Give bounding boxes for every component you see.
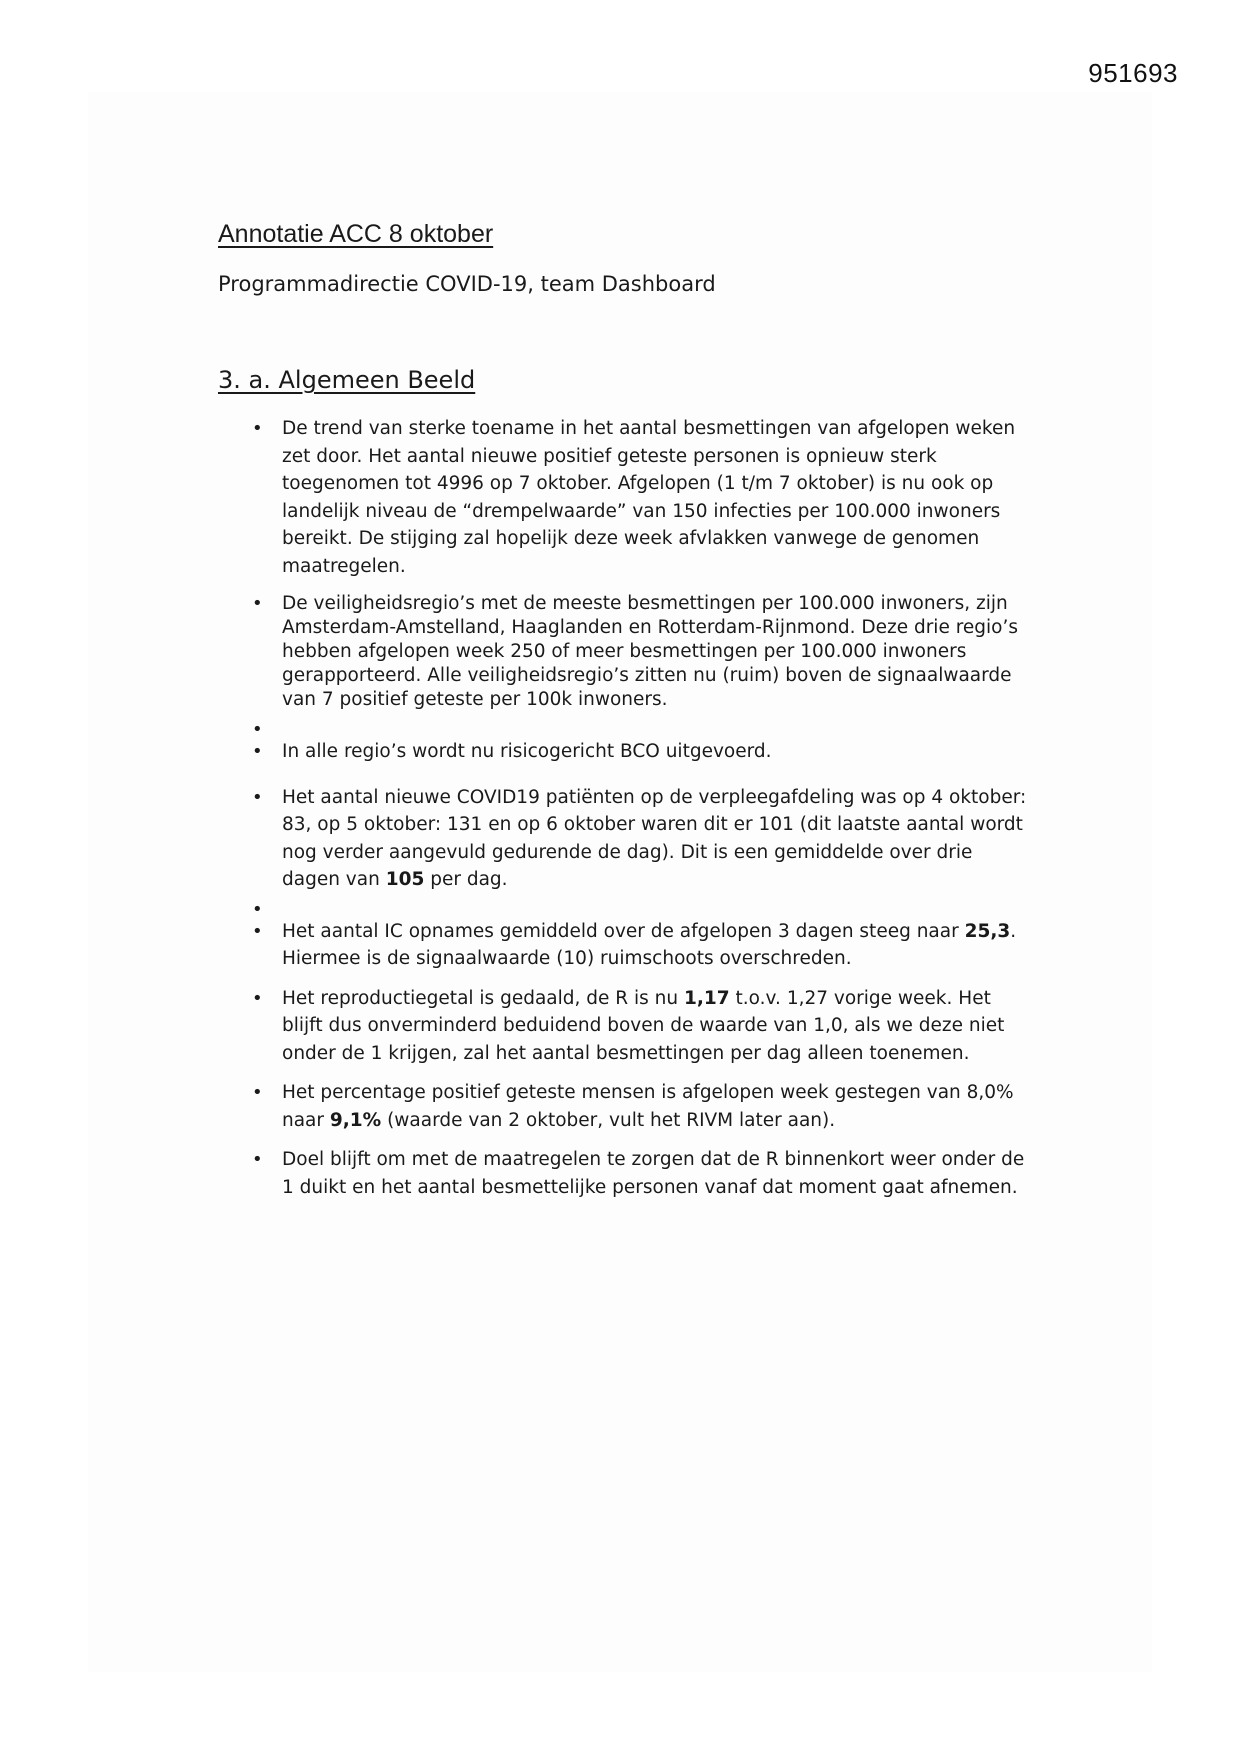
bullet-item-regions bbox=[250, 592, 1030, 712]
bullet-item-empty bbox=[250, 716, 1030, 738]
bullet-item-trend bbox=[250, 415, 1030, 580]
bullet-dot-icon: • bbox=[252, 593, 263, 614]
bullet-bold-value: 9,1% bbox=[329, 1109, 382, 1131]
bullet-dot-icon: • bbox=[252, 920, 263, 942]
bullet-dot-icon: • bbox=[252, 719, 263, 740]
bullet-bold-value: 1,17 bbox=[684, 987, 730, 1009]
bullet-text: Het aantal nieuwe COVID19 patiënten op de verpleegafdeling was op 4 oktober: 83, op 5 oktober: 131 en op 6 oktober waren dit er 101 (dit laatste aantal wordt nog verder aangevuld gedurende de dag). Dit is een gemiddelde over drie dagen van bbox=[282, 786, 1027, 890]
bullet-dot-icon: • bbox=[252, 898, 263, 920]
bullet-text: Het reproductiegetal is gedaald, de R is nu bbox=[282, 987, 684, 1009]
bullet-item-reproduction bbox=[250, 985, 1030, 1068]
bullet-dot-icon: • bbox=[252, 741, 263, 762]
bullet-dot-icon: • bbox=[252, 786, 263, 808]
bullet-item-bco bbox=[250, 738, 1030, 766]
bullet-text: De veiligheidsregio’s met de meeste besmettingen per 100.000 inwoners, zijn Amsterdam-Amstelland, Haaglanden en Rotterdam-Rijnmond. Deze drie regio’s hebben afgelopen week 250 of meer besmettingen per 100.000 inwoners gerapporteerd. Alle veiligheidsregio’s zitten nu (ruim) boven de signaalwaarde van 7 positief geteste per 100k inwoners. bbox=[282, 593, 1019, 710]
bullet-text: (waarde van 2 oktober, vult het RIVM later aan). bbox=[381, 1109, 836, 1131]
document-id: 951693 bbox=[1088, 58, 1178, 88]
bullet-text: Het percentage positief geteste mensen is afgelopen week gestegen van 8,0% naar bbox=[282, 1082, 1014, 1131]
bullet-item-positive-percentage bbox=[250, 1079, 1030, 1134]
bullet-text: per dag. bbox=[424, 869, 508, 890]
bullet-item-ward-patients bbox=[250, 784, 1030, 894]
bullet-dot-icon: • bbox=[252, 418, 263, 439]
bullet-text: De trend van sterke toename in het aantal besmettingen van afgelopen weken zet door. Het aantal nieuwe positief geteste personen is opnieuw sterk toegenomen tot 4996 op 7 oktober. Afgelopen (1 t/m 7 oktober) is nu ook op landelijk niveau de “drempelwaarde” van 150 infecties per 100.000 inwoners bereikt. De stijging zal hopelijk deze week afvlakken vanwege de genomen maatregelen. bbox=[282, 418, 1016, 577]
bullet-dot-icon: • bbox=[252, 1149, 263, 1170]
section-heading: 3. a. Algemeen Beeld bbox=[218, 366, 476, 394]
bullet-text: . Hiermee is de signaalwaarde (10) ruimschoots overschreden. bbox=[282, 920, 1017, 969]
bullet-text: Doel blijft om met de maatregelen te zorgen dat de R binnenkort weer onder de 1 duikt en het aantal besmettelijke personen vanaf dat moment gaat afnemen. bbox=[282, 1149, 1025, 1198]
bullet-bold-value: 105 bbox=[385, 869, 425, 890]
bullet-item-empty bbox=[250, 896, 1030, 918]
bullet-dot-icon: • bbox=[252, 1082, 263, 1103]
bullet-bold-value: 25,3 bbox=[964, 920, 1011, 942]
bullet-list bbox=[250, 415, 1030, 1213]
bullet-item-goal bbox=[250, 1146, 1030, 1201]
bullet-dot-icon: • bbox=[252, 987, 263, 1009]
bullet-text: In alle regio’s wordt nu risicogericht BCO uitgevoerd. bbox=[282, 741, 772, 762]
page-title: Annotatie ACC 8 oktober bbox=[218, 220, 494, 248]
bullet-item-ic-admissions bbox=[250, 918, 1030, 973]
bullet-text: t.o.v. 1,27 vorige week. Het blijft dus onverminderd beduidend boven de waarde van 1,0, als we deze niet onder de 1 krijgen, zal het aantal besmettingen per dag alleen toenemen. bbox=[282, 987, 1005, 1064]
bullet-text: Het aantal IC opnames gemiddeld over de afgelopen 3 dagen steeg naar bbox=[282, 920, 965, 942]
page-subtitle: Programmadirectie COVID-19, team Dashboard bbox=[218, 272, 716, 296]
